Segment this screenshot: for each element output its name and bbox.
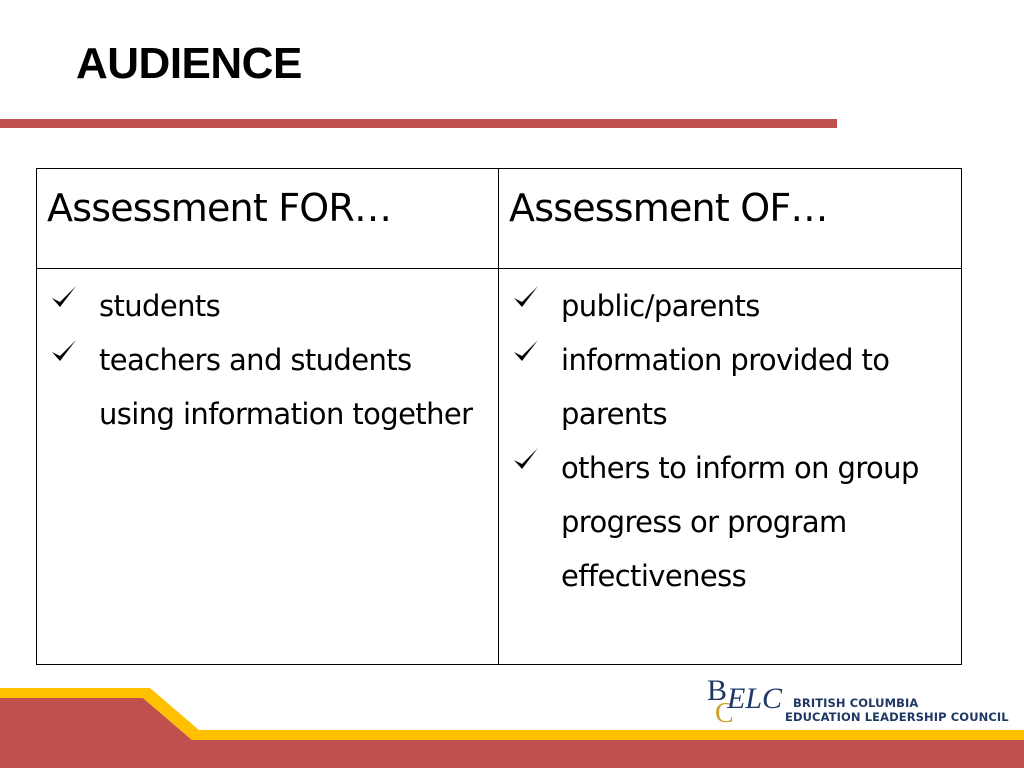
list-item-text: students xyxy=(99,289,221,323)
content-row xyxy=(37,269,962,665)
comparison-table xyxy=(36,168,962,665)
assessment-of-list xyxy=(507,279,953,603)
logo-line-1: BRITISH COLUMBIA xyxy=(793,696,919,710)
list-item-text: information provided to parents xyxy=(561,343,890,431)
check-icon xyxy=(49,337,79,367)
assessment-of-cell xyxy=(499,269,962,665)
slide-title: AUDIENCE xyxy=(76,39,302,88)
list-item xyxy=(45,333,490,441)
logo-text xyxy=(785,696,1009,724)
list-item-text: teachers and students using information together xyxy=(99,343,473,431)
header-row xyxy=(37,169,962,269)
svg-text:B: B xyxy=(707,674,728,707)
list-item xyxy=(45,279,490,333)
check-icon xyxy=(511,283,541,313)
logo-line-2: EDUCATION LEADERSHIP COUNCIL xyxy=(785,710,1009,724)
list-item-text: public/parents xyxy=(561,289,760,323)
assessment-for-cell xyxy=(37,269,499,665)
svg-text:C: C xyxy=(715,698,734,728)
check-icon xyxy=(511,337,541,367)
check-icon xyxy=(49,283,79,313)
bcelc-logo xyxy=(707,672,1009,728)
bcelc-logo-mark xyxy=(707,672,797,728)
title-rule xyxy=(0,119,837,128)
list-item xyxy=(507,441,953,603)
list-item xyxy=(507,333,953,441)
assessment-for-list xyxy=(45,279,490,441)
header-assessment-for: Assessment FOR… xyxy=(37,169,499,269)
list-item xyxy=(507,279,953,333)
header-assessment-of: Assessment OF… xyxy=(499,169,962,269)
check-icon xyxy=(511,445,541,475)
list-item-text: others to inform on group progress or program effectiveness xyxy=(561,451,919,593)
svg-text:ELC: ELC xyxy=(727,682,783,715)
